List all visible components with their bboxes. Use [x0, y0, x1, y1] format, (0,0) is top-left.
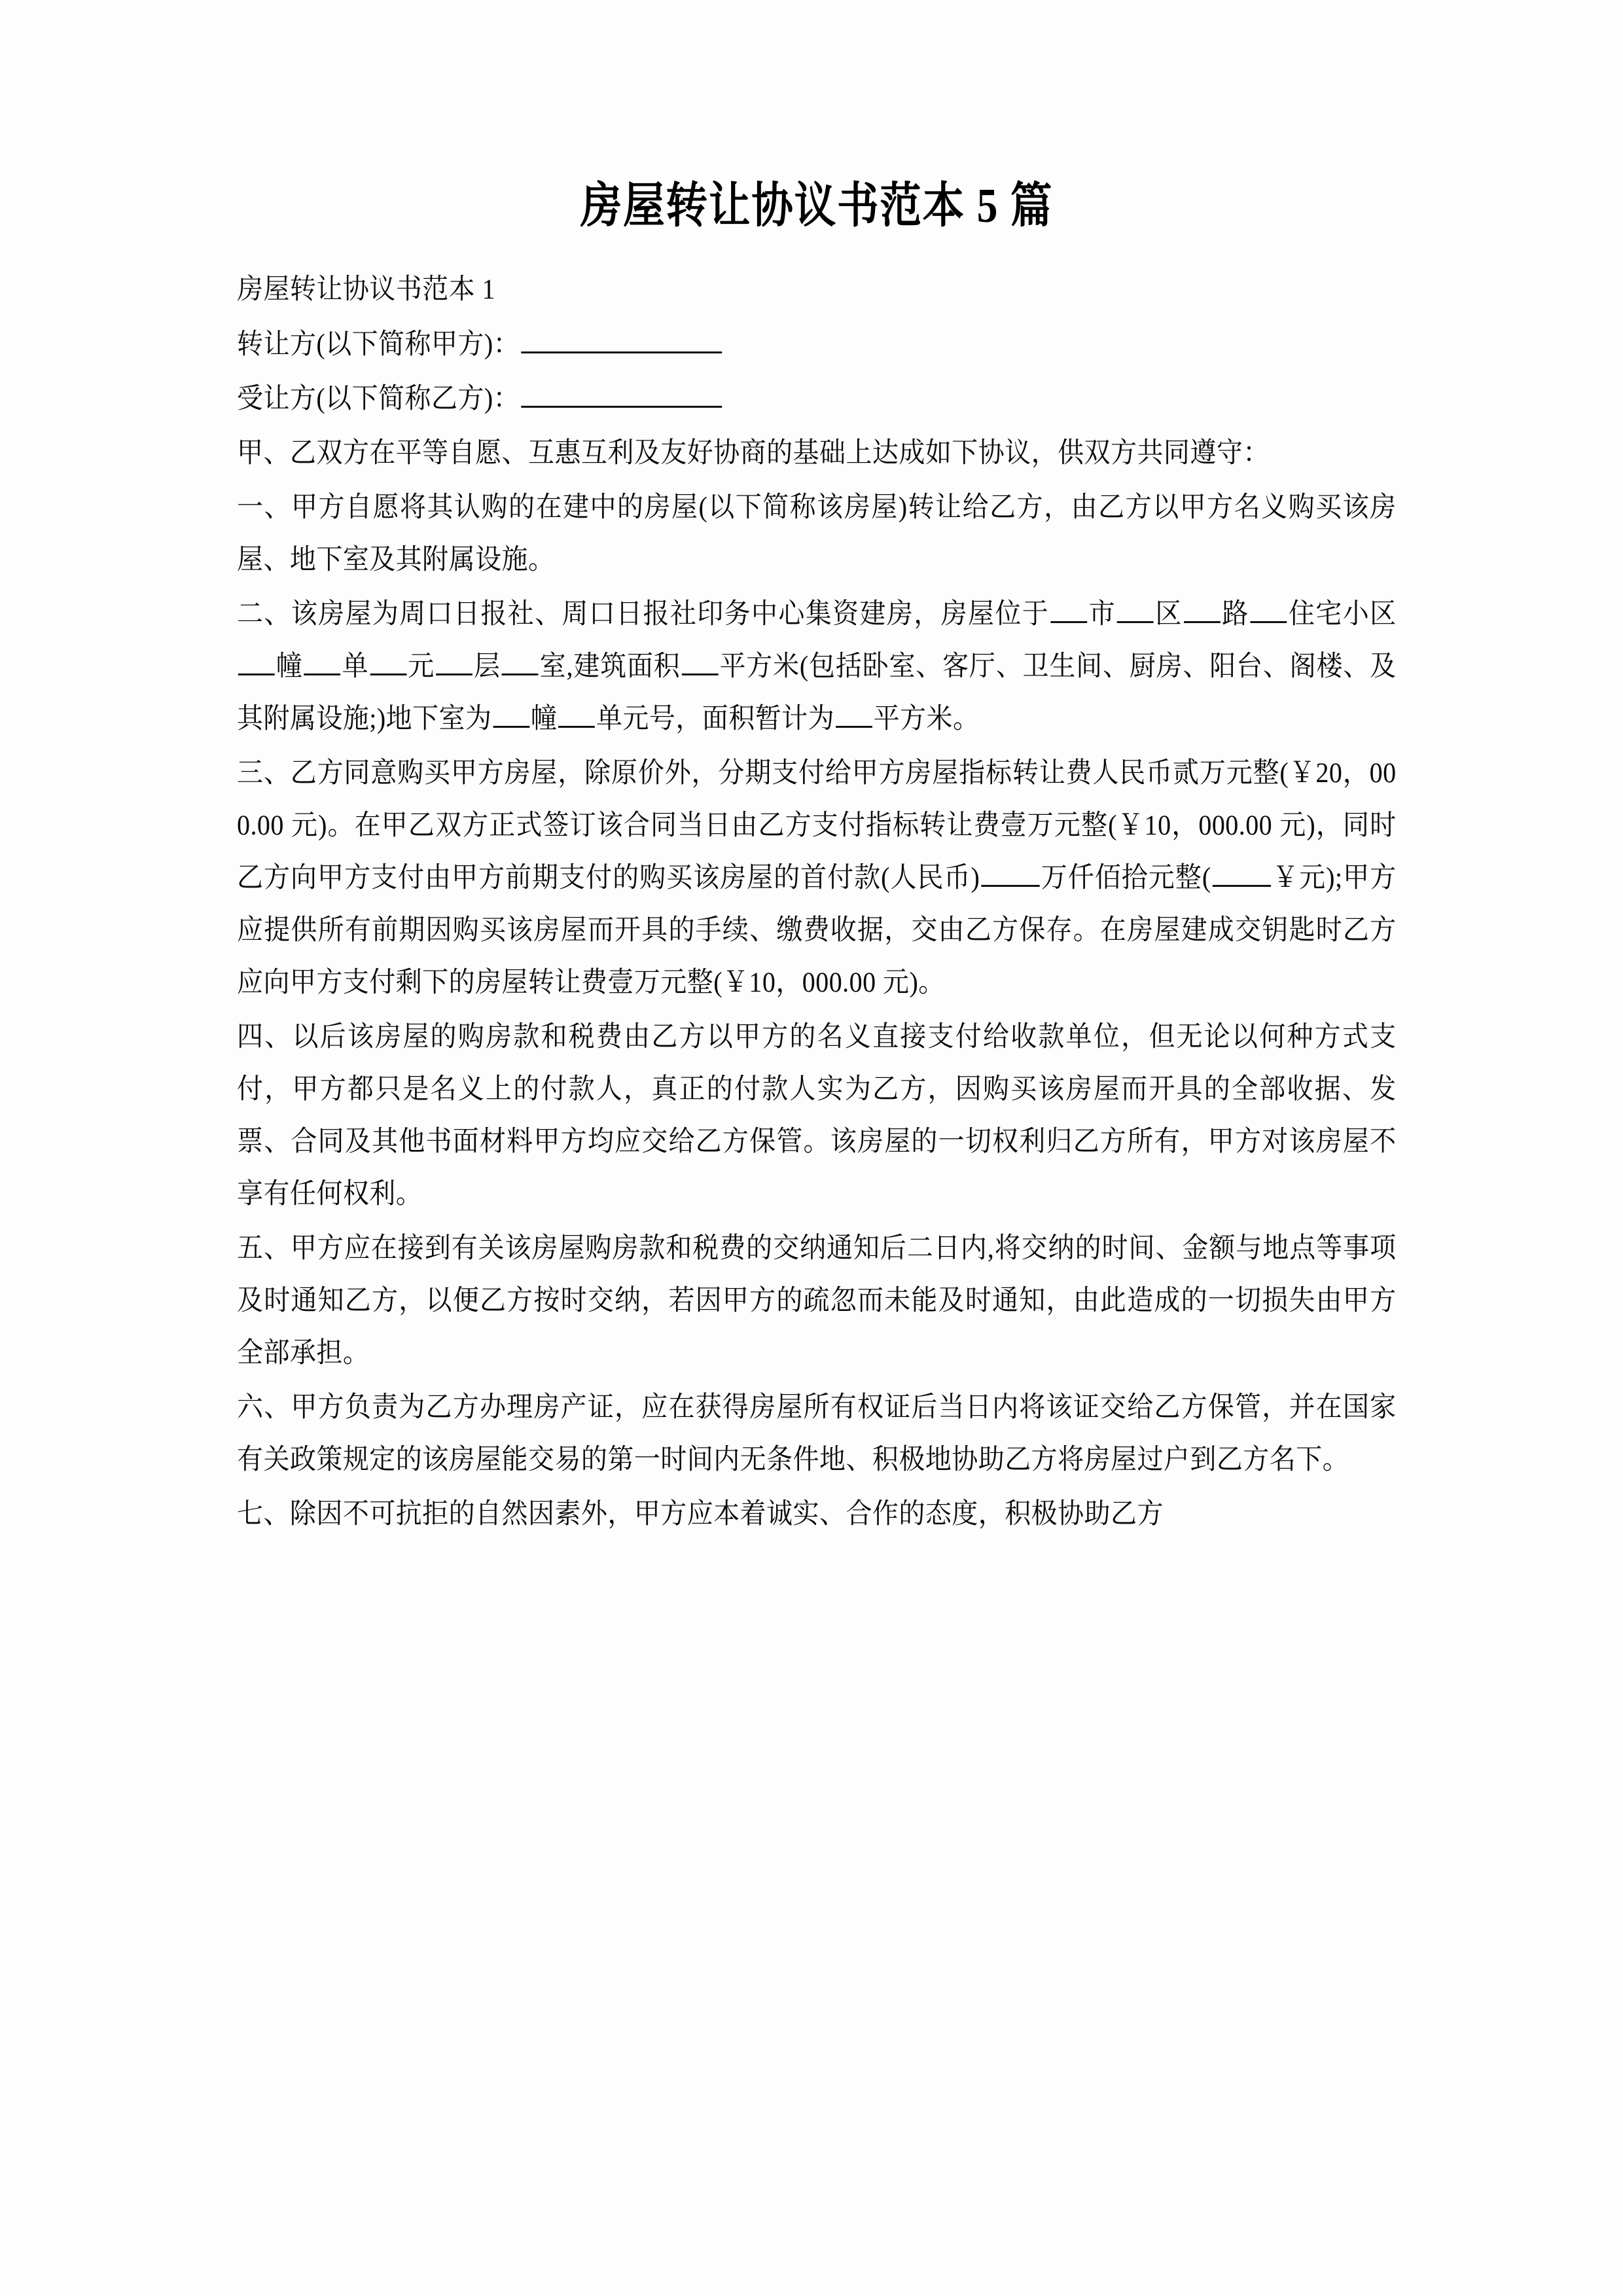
- basement-area-blank[interactable]: [836, 699, 872, 728]
- clause-two-text-g: 单: [342, 651, 369, 682]
- clause-three-text-b: 万仟佰拾元整(: [1041, 862, 1211, 893]
- preamble-paragraph: 甲、乙双方在平等自愿、互惠互利及友好协商的基础上达成如下协议，供双方共同遵守：: [237, 437, 1270, 469]
- clause-two-text-a: 二、该房屋为周口日报社、周口日报社印务中心集资建房，房屋位于: [237, 598, 1050, 630]
- clause-two-text-c: 区: [1154, 598, 1183, 630]
- transferor-blank[interactable]: [521, 325, 722, 353]
- clause-two-text-i: 层: [473, 651, 501, 682]
- clause-two-text-f: 幢: [276, 651, 303, 682]
- community-blank[interactable]: [1250, 594, 1287, 623]
- clause-seven-paragraph: 七、除因不可抗拒的自然因素外，甲方应本着诚实、合作的态度，积极协助乙方: [237, 1498, 1164, 1530]
- clause-three-text-a: 三、乙方同意购买甲方房屋，除原价外，分期支付给甲方房屋指标转让费人民币贰万元整(￥20，000.00 元)。在甲乙双方正式签订该合同当日由乙方支付指标转让费壹万元整(￥10，000.00 元)，同时乙方向甲方支付由甲方前期支付的购买该房屋的首付款(人民币): [237, 757, 1397, 893]
- transferee-label: 受让方(以下简称乙方)：: [237, 383, 520, 414]
- document-subheading: 房屋转让协议书范本 1: [237, 274, 496, 305]
- clause-one-paragraph: 一、甲方自愿将其认购的在建中的房屋(以下简称该房屋)转让给乙方，由乙方以甲方名义购买该房屋、地下室及其附属设施。: [237, 492, 1397, 575]
- page-title: 房屋转让协议书范本 5 篇: [580, 179, 1054, 233]
- transferor-line: [237, 319, 1397, 371]
- clause-two-text-l: 幢: [530, 703, 558, 734]
- clause-six-paragraph: 六、甲方负责为乙方办理房产证，应在获得房屋所有权证后当日内将该证交给乙方保管，并在国家有关政策规定的该房屋能交易的第一时间内无条件地、积极地协助乙方将房屋过户到乙方名下。: [237, 1391, 1397, 1475]
- road-blank[interactable]: [1184, 594, 1221, 623]
- clause-two-text-d: 路: [1221, 598, 1249, 630]
- city-blank[interactable]: [1050, 594, 1087, 623]
- basement-building-blank[interactable]: [493, 699, 529, 728]
- clause-two-text-h: 元: [407, 651, 435, 682]
- unit-blank[interactable]: [304, 647, 341, 675]
- clause-two-text-b: 市: [1088, 598, 1116, 630]
- downpayment-words-blank[interactable]: [981, 858, 1039, 887]
- downpayment-amount-blank[interactable]: [1212, 858, 1270, 887]
- clause-two-paragraph: [237, 588, 1397, 745]
- room-blank[interactable]: [502, 647, 539, 675]
- clause-two-text-j: 室,建筑面积: [539, 651, 681, 682]
- building-blank[interactable]: [238, 647, 275, 675]
- clause-two-text-k: 平方米(包括卧室、客厅、卫生间、厨房、阳台、阁楼、及其附属设施;)地下室为: [237, 651, 1397, 734]
- clause-two-text-n: 平方米。: [873, 703, 980, 734]
- clause-two-text-e: 住宅小区: [1288, 598, 1397, 630]
- clause-three-paragraph: [237, 747, 1397, 1009]
- floor-blank[interactable]: [436, 647, 473, 675]
- clause-five-paragraph: 五、甲方应在接到有关该房屋购房款和税费的交纳通知后二日内,将交纳的时间、金额与地点等事项及时通知乙方，以便乙方按时交纳，若因甲方的疏忽而未能及时通知，由此造成的一切损失由甲方全部承担。: [237, 1232, 1397, 1369]
- document-content: [237, 175, 1397, 1543]
- basement-unit-blank[interactable]: [558, 699, 595, 728]
- transferee-blank[interactable]: [521, 379, 722, 408]
- area-blank[interactable]: [681, 647, 718, 675]
- transferee-line: [237, 373, 1397, 425]
- transferor-label: 转让方(以下简称甲方)：: [237, 329, 520, 360]
- clause-three-text-c: ￥元);甲方应提供所有前期因购买该房屋而开具的手续、缴费收据，交由乙方保存。在房屋建成交钥匙时乙方应向甲方支付剩下的房屋转让费壹万元整(￥10，000.00 元)。: [237, 862, 1397, 998]
- clause-two-text-m: 单元号，面积暂计为: [596, 703, 835, 734]
- clause-four-paragraph: 四、以后该房屋的购房款和税费由乙方以甲方的名义直接支付给收款单位，但无论以何种方式支付，甲方都只是名义上的付款人，真正的付款人实为乙方，因购买该房屋而开具的全部收据、发票、合同及其他书面材料甲方均应交给乙方保管。该房屋的一切权利归乙方所有，甲方对该房屋不享有任何权利。: [237, 1021, 1397, 1210]
- unit-number-blank[interactable]: [370, 647, 406, 675]
- district-blank[interactable]: [1117, 594, 1154, 623]
